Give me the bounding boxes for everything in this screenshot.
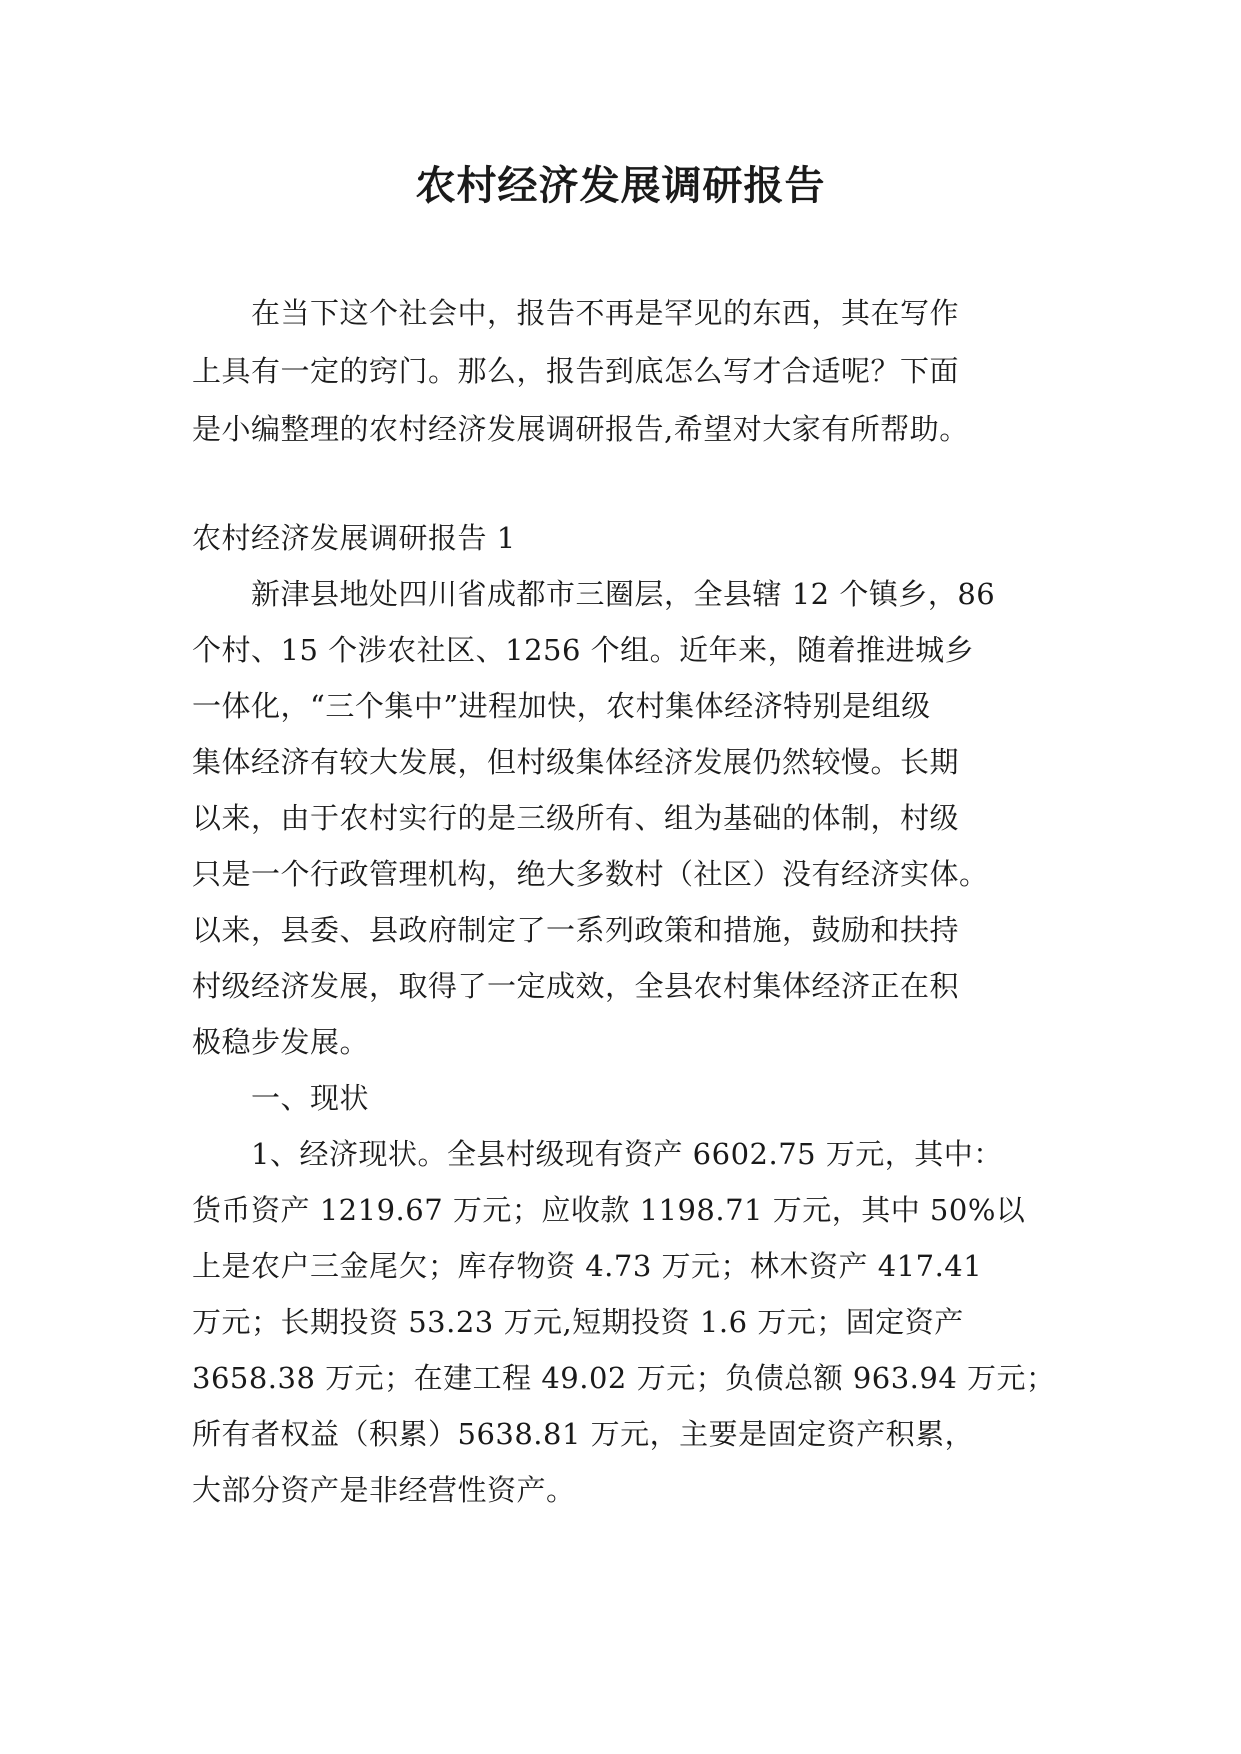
text-line: 所有者权益（积累）5638.81 万元，主要是固定资产积累， xyxy=(192,1417,975,1451)
text-line: 一体化，“三个集中”进程加快，农村集体经济特别是组级 xyxy=(192,689,931,723)
subsection-heading: 一、现状 xyxy=(192,1081,370,1115)
text-line: 上具有一定的窍门。那么，报告到底怎么写才合适呢？下面 xyxy=(192,354,960,388)
text-line: 货币资产 1219.67 万元；应收款 1198.71 万元，其中 50%以 xyxy=(192,1193,1026,1227)
text-line: 是小编整理的农村经济发展调研报告,希望对大家有所帮助。 xyxy=(192,412,969,446)
section-title: 农村经济发展调研报告 1 xyxy=(192,521,516,555)
text-line: 集体经济有较大发展，但村级集体经济发展仍然较慢。长期 xyxy=(192,745,960,779)
text-line: 新津县地处四川省成都市三圈层，全县辖 12 个镇乡，86 xyxy=(192,577,996,611)
text-line: 以来，由于农村实行的是三级所有、组为基础的体制，村级 xyxy=(192,801,960,835)
text-line: 3658.38 万元；在建工程 49.02 万元；负债总额 963.94 万元； xyxy=(192,1361,1056,1395)
text-line: 上是农户三金尾欠；库存物资 4.73 万元；林木资产 417.41 xyxy=(192,1249,983,1283)
text-line: 以来，县委、县政府制定了一系列政策和措施，鼓励和扶持 xyxy=(192,913,960,947)
text-line: 个村、15 个涉农社区、1256 个组。近年来，随着推进城乡 xyxy=(192,633,975,667)
text-line: 万元；长期投资 53.23 万元,短期投资 1.6 万元；固定资产 xyxy=(192,1305,964,1339)
document-content xyxy=(192,284,1056,1518)
text-line: 极稳步发展。 xyxy=(192,1025,370,1059)
paragraph-gap xyxy=(192,458,1052,510)
text-line: 在当下这个社会中，报告不再是罕见的东西，其在写作 xyxy=(192,296,960,330)
text-line: 大部分资产是非经营性资产。 xyxy=(192,1473,576,1507)
document-title: 农村经济发展调研报告 xyxy=(415,162,826,209)
text-line: 村级经济发展，取得了一定成效，全县农村集体经济正在积 xyxy=(192,969,960,1003)
body-text xyxy=(192,566,1056,1518)
text-line: 只是一个行政管理机构，绝大多数村（社区）没有经济实体。 xyxy=(192,857,989,891)
intro-paragraph xyxy=(192,284,1052,458)
text-line: 1、经济现状。全县村级现有资产 6602.75 万元，其中： xyxy=(192,1137,1003,1171)
